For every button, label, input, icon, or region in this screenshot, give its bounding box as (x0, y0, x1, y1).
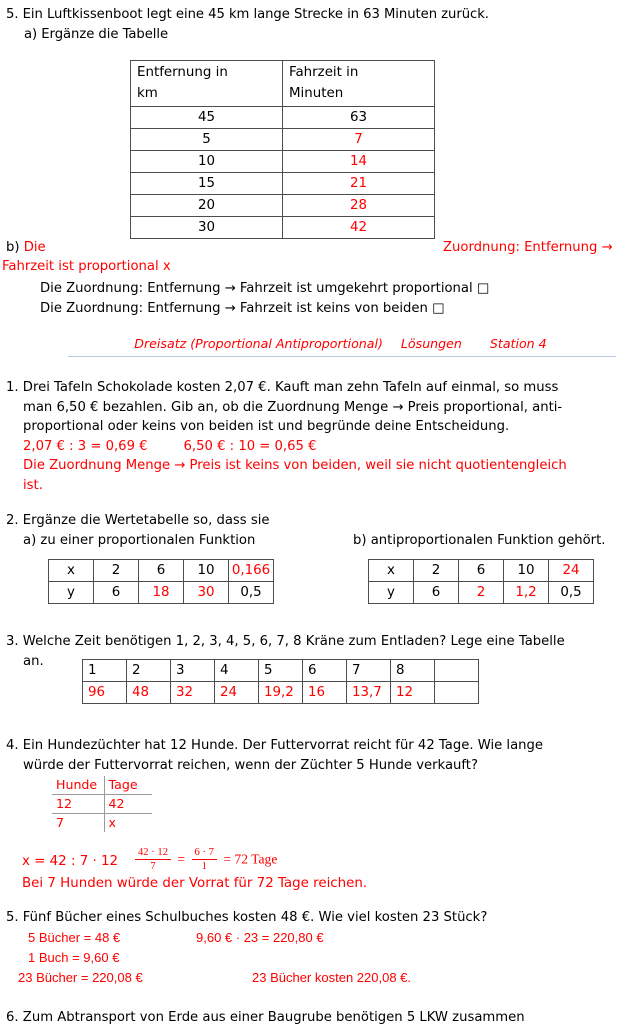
table-antiproportional-values (368, 559, 594, 604)
table-row (131, 129, 435, 151)
cell-x-value: 24 (549, 560, 594, 582)
task1-line1 (6, 378, 632, 398)
task6-number: 6. (6, 1010, 19, 1025)
task4-line2: würde der Futtervorrat reichen, wenn der Züchter 5 Hunde verkauft? (23, 757, 478, 773)
cell-x-label: x (49, 560, 94, 582)
cell-x-label: x (369, 560, 414, 582)
header-entfernung-l2: km (137, 86, 158, 101)
table-proportional-values (48, 559, 274, 604)
task1-answer-text-1: Die Zuordnung Menge → Preis ist keins von beiden, weil sie nicht quotientengleich (23, 458, 567, 474)
task5-answer-block (6, 928, 632, 990)
cell-distance: 15 (131, 173, 283, 195)
cell-y-value: 30 (184, 582, 229, 604)
sub-b-answer-start: Die (23, 240, 46, 255)
table-row (52, 795, 152, 814)
task4-block (6, 736, 632, 775)
table-row-y (369, 582, 594, 604)
option-keins-von-beiden[interactable]: Die Zuordnung: Entfernung → Fahrzeit ist keins von beiden □ (40, 300, 445, 316)
header-solutions-label: Lösungen (400, 336, 462, 351)
cell-distance: 45 (131, 107, 283, 129)
sub-b-answer-rest: Fahrzeit ist proportional x (2, 259, 171, 274)
cell-distance: 10 (131, 151, 283, 173)
header-station-label: Station 4 (489, 336, 547, 351)
cell-time-empty (435, 682, 479, 704)
task1-line1-text: Drei Tafeln Schokolade kosten 2,07 €. Kauft man zehn Tafeln auf einmal, so muss (22, 380, 559, 395)
cell-time: 96 (83, 682, 127, 704)
cell-x-value: 6 (459, 560, 504, 582)
task4-working-block (22, 847, 622, 891)
header-divider (68, 356, 616, 357)
cell-hunde: 7 (52, 814, 104, 833)
table-row (131, 195, 435, 217)
fraction-numerator: 42 · 12 (138, 847, 169, 858)
task5-answer-line-2: 1 Buch = 9,60 € (28, 949, 120, 965)
task3-number: 3. (6, 634, 19, 649)
cell-tage: 42 (104, 795, 152, 814)
task1-calc-1: 2,07 € : 3 = 0,69 € (23, 438, 148, 454)
option-umgekehrt-proportional[interactable]: Die Zuordnung: Entfernung → Fahrzeit ist umgekehrt proportional □ (40, 281, 490, 296)
cell-tage-unknown: x (108, 815, 116, 830)
header-entfernung-l1: Entfernung in (137, 65, 228, 80)
header-hunde: Hunde (52, 776, 104, 795)
table-row (131, 173, 435, 195)
task6-line1 (6, 1008, 632, 1028)
cell-time: 28 (283, 195, 435, 217)
cell-distance: 20 (131, 195, 283, 217)
cell-cranes: 3 (171, 660, 215, 682)
task2-number: 2. (6, 513, 19, 528)
cell-x-value: 2 (414, 560, 459, 582)
sub-b-label: b) (6, 240, 20, 255)
cell-cranes: 8 (391, 660, 435, 682)
task4-result: 72 Tage (234, 851, 278, 867)
fraction-bar-icon (135, 859, 171, 860)
cell-cranes-empty (435, 660, 479, 682)
cell-time: 32 (171, 682, 215, 704)
task-top-sub-a: a) Ergänze die Tabelle (24, 26, 169, 42)
cell-x-value: 10 (184, 560, 229, 582)
header-tage: Tage (104, 776, 152, 795)
table-row (131, 151, 435, 173)
cell-time: 7 (283, 129, 435, 151)
cell-y-value: 2 (459, 582, 504, 604)
cell-y-value: 0,5 (229, 582, 274, 604)
cell-distance: 5 (131, 129, 283, 151)
cell-distance: 30 (131, 217, 283, 239)
cell-y-value: 18 (139, 582, 184, 604)
table-row-time (83, 682, 479, 704)
header-fahrzeit (283, 61, 435, 107)
task1-answer-calc-line (23, 437, 632, 457)
task-top-number: 5. (6, 7, 19, 22)
cell-cranes: 7 (347, 660, 391, 682)
table-row (131, 217, 435, 239)
task4-equation: x = 42 : 7 · 12 (22, 854, 119, 869)
cell-cranes: 4 (215, 660, 259, 682)
task5-answer-line-1: 5 Bücher = 48 € (28, 929, 121, 945)
task2-prompt: Ergänze die Wertetabelle so, dass sie (22, 513, 270, 528)
cell-y-label: y (369, 582, 414, 604)
task5-block (6, 908, 632, 990)
table-row-header (52, 776, 152, 795)
cell-time: 42 (283, 217, 435, 239)
cell-time: 14 (283, 151, 435, 173)
equals-sign-1: = (177, 851, 186, 867)
cell-x-value: 0,166 (229, 560, 274, 582)
table-entfernung-fahrzeit (130, 60, 435, 239)
task4-line1-text: Ein Hundezüchter hat 12 Hunde. Der Futtervorrat reicht für 42 Tage. Wie lange (22, 738, 544, 753)
task5-number: 5. (6, 910, 19, 925)
task1-line3: proportional oder keins von beiden ist und begründe deine Entscheidung. (23, 419, 510, 435)
cell-time: 12 (391, 682, 435, 704)
header-title: Dreisatz (Proportional Antiproportional) (134, 336, 383, 351)
task5-prompt-line (6, 908, 632, 928)
task4-equation-row (22, 847, 622, 891)
task2-sub-b: b) antiproportionalen Funktion gehört. (353, 532, 606, 548)
task5-prompt: Fünf Bücher eines Schulbuches kosten 48 €. Wie viel kosten 23 Stück? (22, 910, 488, 925)
task-top-prompt-line (6, 5, 634, 25)
sub-b-answer-right: Zuordnung: Entfernung → (443, 240, 613, 255)
cell-cranes: 6 (303, 660, 347, 682)
header-fahrzeit-l2: Minuten (289, 86, 344, 101)
table-row-y (49, 582, 274, 604)
task1-block (6, 378, 632, 496)
cell-time: 13,7 (347, 682, 391, 704)
table-row (131, 107, 435, 129)
task1-line2: man 6,50 € bezahlen. Gib an, ob die Zuordnung Menge → Preis proportional, anti- (23, 399, 563, 415)
task4-conclusion: Bei 7 Hunden würde der Vorrat für 72 Tage reichen. (22, 876, 368, 891)
task5-answer-line-3-right: 23 Bücher kosten 220,08 €. (252, 969, 412, 985)
cell-x-value: 2 (94, 560, 139, 582)
task1-number: 1. (6, 380, 19, 395)
task2-prompt-line (6, 511, 632, 531)
task-top-option-list (40, 279, 620, 318)
task-top-block (6, 5, 634, 44)
fraction-second (192, 847, 217, 872)
cell-cranes: 2 (127, 660, 171, 682)
task4-line1 (6, 736, 632, 756)
task3-line1 (6, 632, 632, 652)
cell-cranes: 1 (83, 660, 127, 682)
cell-time: 19,2 (259, 682, 303, 704)
cell-time: 24 (215, 682, 259, 704)
task-top-sub-b-label-line (6, 238, 128, 258)
task2-sub-a: a) zu einer proportionalen Funktion (23, 532, 256, 548)
cell-hunde: 12 (52, 795, 104, 814)
task-top-prompt: Ein Luftkissenboot legt eine 45 km lange Strecke in 63 Minuten zurück. (22, 7, 489, 22)
table-row-header (131, 61, 435, 107)
fraction-denominator: 7 (150, 861, 156, 873)
cell-y-label: y (49, 582, 94, 604)
task3-line1-text: Welche Zeit benötigen 1, 2, 3, 4, 5, 6, 7, 8 Kräne zum Entladen? Lege eine Tabelle (22, 634, 565, 649)
table-kraene-zeit (82, 659, 479, 704)
task4-fraction-expression (132, 848, 277, 873)
cell-y-value: 1,2 (504, 582, 549, 604)
table-row-x (369, 560, 594, 582)
header-entfernung (131, 61, 283, 107)
worksheet-header-band (68, 336, 613, 351)
task4-number: 4. (6, 738, 19, 753)
fraction-denominator: 1 (201, 861, 207, 873)
task5-answer-line-1-right: 9,60 € · 23 = 220,80 € (196, 929, 324, 945)
cell-time: 48 (127, 682, 171, 704)
table-row-cranes (83, 660, 479, 682)
task6-line1-text: Zum Abtransport von Erde aus einer Baugrube benötigen 5 LKW zusammen (22, 1010, 525, 1025)
cell-x-value: 6 (139, 560, 184, 582)
cell-x-value: 10 (504, 560, 549, 582)
table-row (52, 814, 152, 833)
task1-calc-2: 6,50 € : 10 = 0,65 € (183, 438, 317, 454)
fraction-first (135, 847, 171, 872)
cell-time: 16 (303, 682, 347, 704)
cell-y-value: 0,5 (549, 582, 594, 604)
table-row-x (49, 560, 274, 582)
header-fahrzeit-l1: Fahrzeit in (289, 65, 359, 80)
task1-answer-text-2: ist. (23, 477, 43, 493)
cell-y-value: 6 (414, 582, 459, 604)
task2-block (6, 511, 632, 551)
task6-block (6, 1008, 632, 1028)
task2-subprompt-row (6, 531, 632, 551)
task3-line2: an. (23, 653, 44, 669)
cell-time: 63 (283, 107, 435, 129)
cell-time: 21 (283, 173, 435, 195)
cell-cranes: 5 (259, 660, 303, 682)
fraction-numerator: 6 · 7 (194, 847, 214, 858)
fraction-bar-icon (192, 859, 217, 860)
equals-sign-2: = (223, 851, 231, 867)
cell-y-value: 6 (94, 582, 139, 604)
task5-answer-line-3: 23 Bücher = 220,08 € (18, 969, 143, 985)
table-hunde-tage (52, 776, 152, 832)
